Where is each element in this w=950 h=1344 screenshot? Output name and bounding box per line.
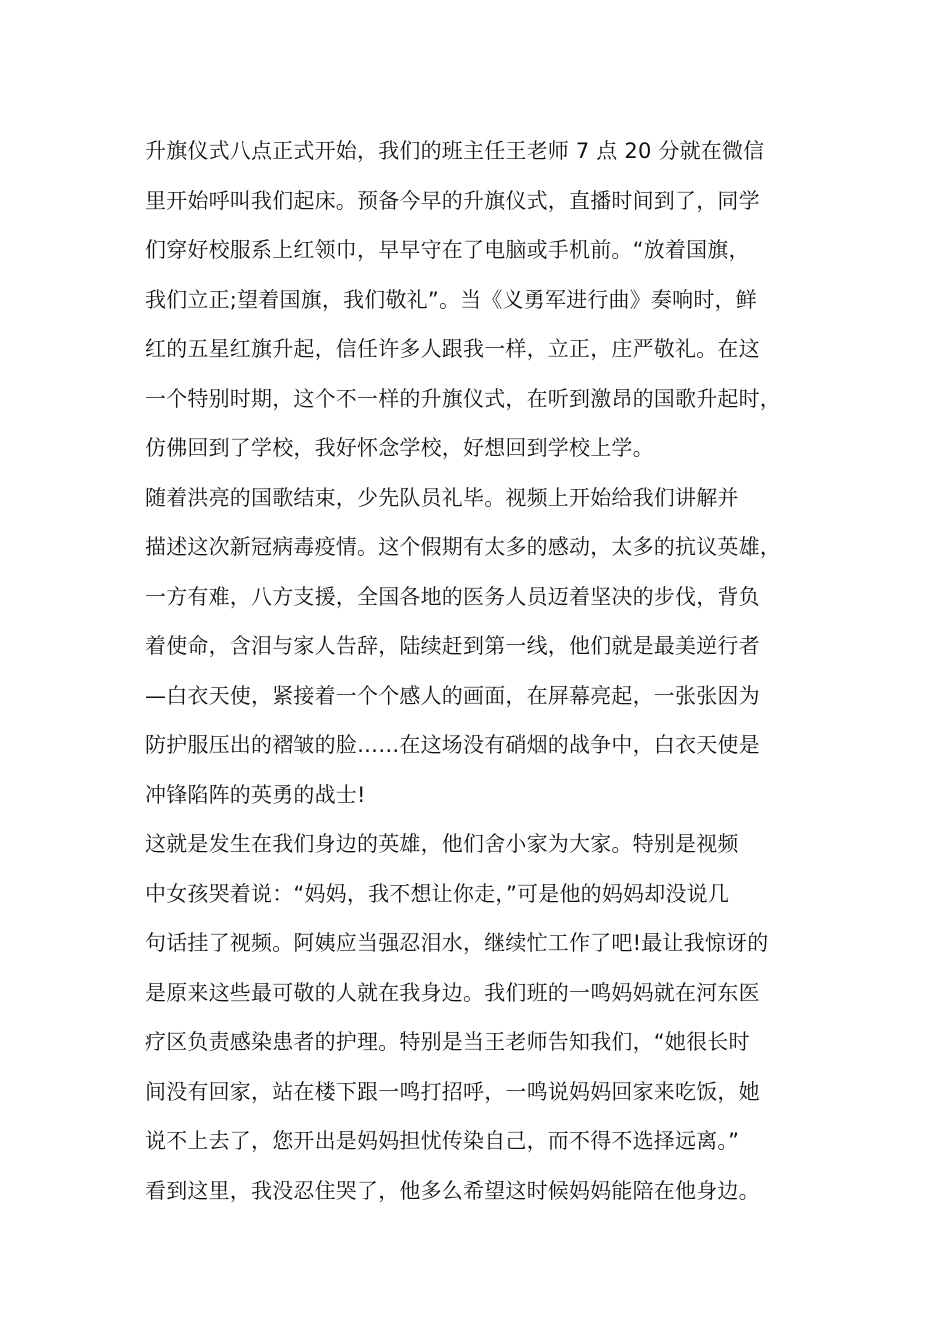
text-line: 们穿好校服系上红领巾，早早守在了电脑或手机前。“放着国旗，	[145, 238, 750, 262]
text-line: 疗区负责感染患者的护理。特别是当王老师告知我们，“她很长时	[145, 1030, 750, 1054]
document-body	[145, 131, 825, 1220]
text-line: 看到这里，我没忍住哭了，他多么希望这时候妈妈能陪在他身边。	[145, 1178, 760, 1203]
text-line: 红的五星红旗升起，信任许多人跟我一样，立正，庄严敬礼。在这	[145, 337, 760, 361]
text-line: 间没有回家，站在楼下跟一鸣打招呼，一鸣说妈妈回家来吃饭，她	[145, 1079, 760, 1104]
text-line: 防护服压出的褶皱的脸……在这场没有硝烟的战争中，白衣天使是	[145, 733, 760, 757]
text-line: 冲锋陷阵的英勇的战士!	[145, 782, 366, 807]
text-line: 里开始呼叫我们起床。预备今早的升旗仪式，直播时间到了，同学	[145, 188, 760, 213]
paragraph-2	[145, 478, 825, 825]
text-line: 是原来这些最可敬的人就在我身边。我们班的一鸣妈妈就在河东医	[145, 980, 760, 1005]
text-line: 描述这次新冠病毒疫情。这个假期有太多的感动，太多的抗议英雄，	[145, 535, 781, 559]
paragraph-1	[145, 131, 825, 478]
text-line: 一方有难，八方支援，全国各地的医务人员迈着坚决的步伐，背负	[145, 584, 760, 609]
text-line: 句话挂了视频。阿姨应当强忍泪水，继续忙工作了吧!最让我惊讶的	[145, 931, 769, 955]
text-line: 一个特别时期，这个不一样的升旗仪式，在听到激昂的国歌升起时，	[145, 386, 781, 411]
paragraph-3	[145, 824, 825, 1220]
text-line: 我们立正;望着国旗，我们敬礼”。当《义勇军进行曲》奏响时，鲜	[145, 287, 757, 312]
text-line: 中女孩哭着说：“妈妈，我不想让你走，”可是他的妈妈却没说几	[145, 881, 730, 906]
text-line: 随着洪亮的国歌结束，少先队员礼毕。视频上开始给我们讲解并	[145, 485, 739, 510]
text-line: 这就是发生在我们身边的英雄，他们舍小家为大家。特别是视频	[145, 832, 739, 856]
text-line: 着使命，含泪与家人告辞，陆续赶到第一线，他们就是最美逆行者	[145, 634, 760, 658]
text-line: 仿佛回到了学校，我好怀念学校，好想回到学校上学。	[145, 436, 654, 460]
text-line: —白衣天使，紧接着一个个感人的画面，在屏幕亮起，一张张因为	[145, 683, 760, 708]
text-line: 升旗仪式八点正式开始，我们的班主任王老师 7 点 20 分就在微信	[145, 139, 765, 163]
text-line: 说不上去了，您开出是妈妈担忧传染自己，而不得不选择远离。”	[145, 1129, 740, 1153]
